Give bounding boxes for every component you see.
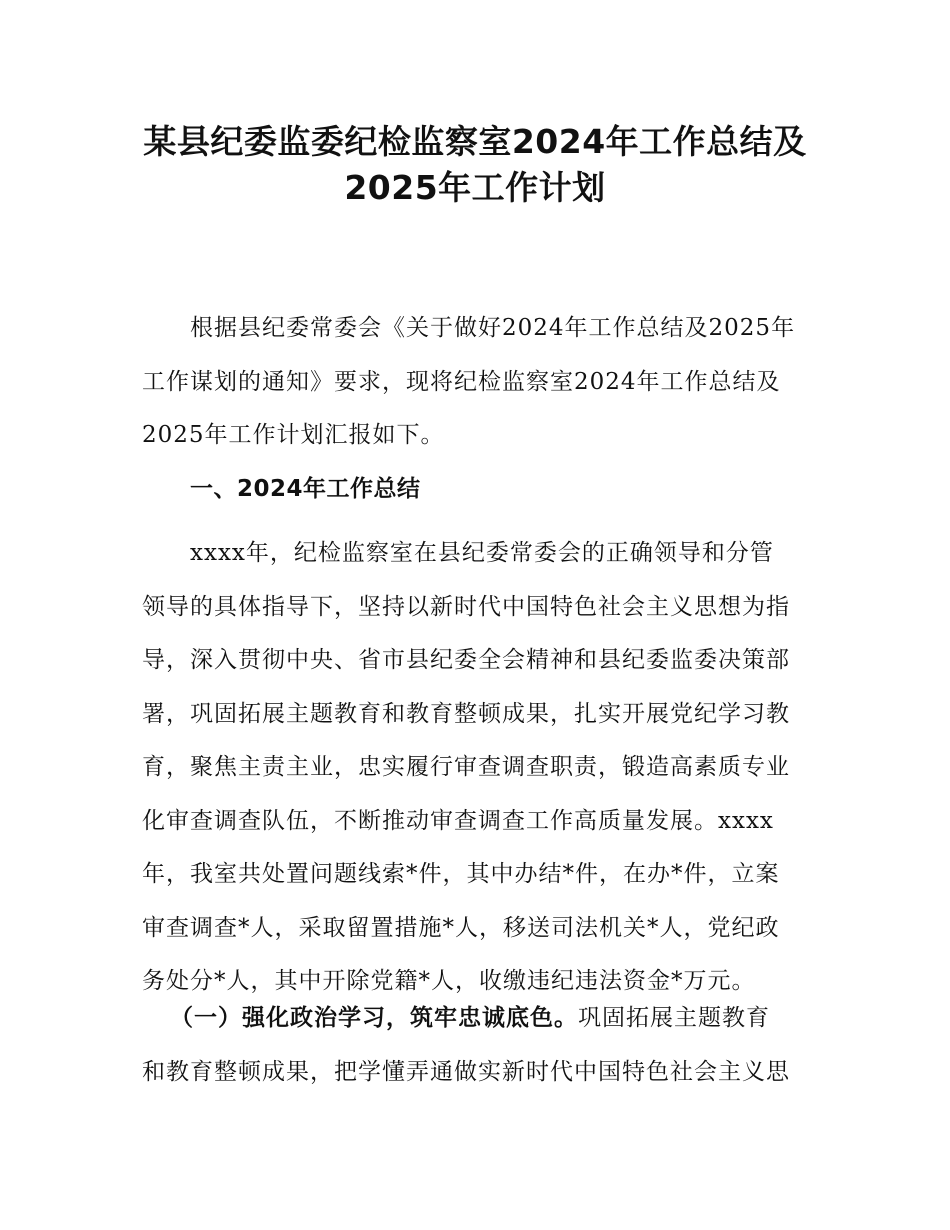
summary-line-1: xxxx年，纪检监察室在县纪委常委会的正确领导和分管: [190, 540, 774, 566]
document-title-line-1: 某县纪委监委纪检监察室2024年工作总结及: [143, 122, 807, 161]
summary-line-4: 署，巩固拓展主题教育和教育整顿成果，扎实开展党纪学习教: [142, 700, 790, 727]
summary-line-9: 务处分*人，其中开除党籍*人，收缴违纪违法资金*万元。: [142, 968, 756, 994]
subsection-1-text-start: 巩固拓展主题教育: [578, 1005, 770, 1031]
summary-line-3: 导，深入贯彻中央、省市县纪委全会精神和县纪委监委决策部: [142, 647, 790, 673]
intro-paragraph: [142, 302, 810, 463]
summary-paragraph: [142, 527, 810, 1009]
summary-line-2: 领导的具体指导下，坚持以新时代中国特色社会主义思想为指: [142, 593, 790, 620]
subsection-1-line-2: 和教育整顿成果，把学懂弄通做实新时代中国特色社会主义思: [142, 1058, 790, 1085]
intro-line-3: 2025年工作计划汇报如下。: [142, 422, 445, 448]
subsection-1-heading: （一）强化政治学习，筑牢忠诚底色。: [170, 1005, 578, 1031]
document-title-line-2: 2025年工作计划: [344, 168, 606, 207]
summary-line-8: 审查调查*人，采取留置措施*人，移送司法机关*人，党纪政: [142, 914, 780, 941]
summary-line-7: 年，我室共处置问题线索*件，其中办结*件，在办*件，立案: [142, 861, 780, 887]
subsection-1-line-1: [142, 992, 810, 1046]
subsection-1-paragraph: [142, 992, 810, 1099]
intro-line-2: 工作谋划的通知》要求，现将纪检监察室2024年工作总结及: [142, 368, 781, 395]
summary-line-6: 化审查调查队伍，不断推动审查调查工作高质量发展。xxxx: [142, 807, 774, 834]
summary-line-5: 育，聚焦主责主业，忠实履行审查调查职责，锻造高素质专业: [142, 754, 790, 780]
section-heading-2024-summary: 一、2024年工作总结: [190, 476, 421, 502]
intro-line-1: 根据县纪委常委会《关于做好2024年工作总结及2025年: [190, 315, 796, 341]
